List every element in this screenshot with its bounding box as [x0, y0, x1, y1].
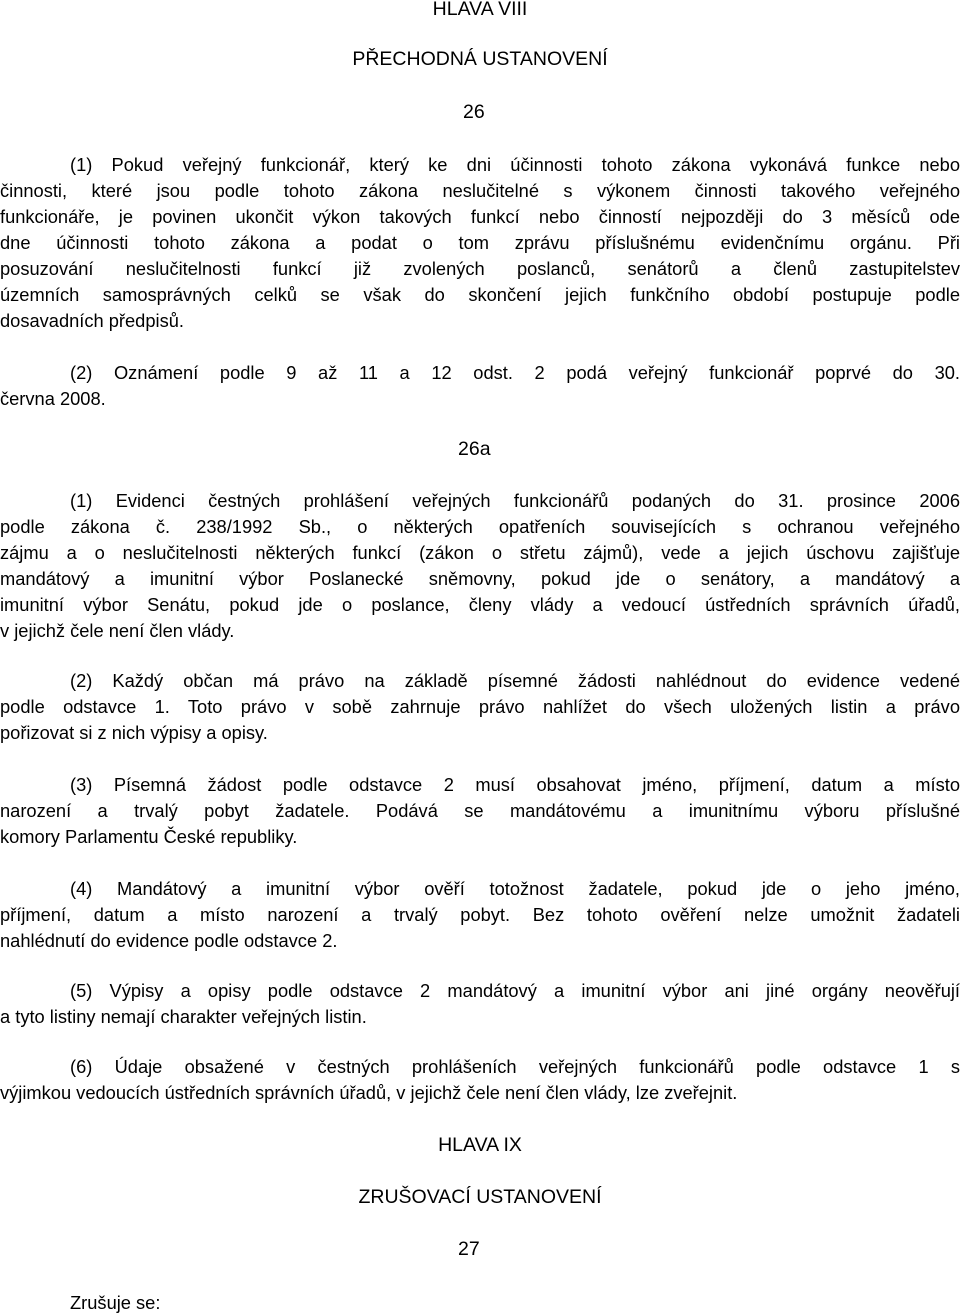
paragraph-line: Zrušuje se:	[70, 1292, 161, 1313]
paragraph-line: mandátový a imunitní výbor Poslanecké sněmovny, pokud jde o senátory, a mandátový a	[0, 568, 960, 589]
paragraph-line: (3) Písemná žádost podle odstavce 2 musí obsahovat jméno, příjmení, datum a místo	[70, 774, 960, 795]
paragraph-line: (4) Mandátový a imunitní výbor ověří totožnost žadatele, pokud jde o jeho jméno,	[70, 878, 960, 899]
paragraph-line: zájmu a o neslučitelnosti některých funkcí (zákon o střetu zájmů), vede a jejich úschovu zajišťuje	[0, 542, 960, 563]
chapter-heading: HLAVA VIII	[432, 0, 528, 20]
chapter-heading: HLAVA IX	[438, 1134, 522, 1156]
paragraph-line: imunitní výbor Senátu, pokud jde o poslance, členy vlády a vedoucí ústředních správních úřadů,	[0, 594, 960, 615]
section-heading	[458, 1236, 480, 1262]
paragraph-line: (2) Oznámení podle 9 až 11 a 12 odst. 2 podá veřejný funkcionář poprvé do 30.	[70, 362, 960, 383]
paragraph-line: výjimkou vedoucích ústředních správních úřadů, v jejichž čele není člen vlády, lze zveřejnit.	[0, 1082, 738, 1103]
section-number: 27	[458, 1238, 480, 1260]
paragraph-line: června 2008.	[0, 388, 106, 409]
section-number: 26a	[458, 438, 491, 460]
paragraph-line: (6) Údaje obsažené v čestných prohlášeních veřejných funkcionářů podle odstavce 1 s	[70, 1056, 960, 1077]
paragraph-line: a tyto listiny nemají charakter veřejných listin.	[0, 1006, 367, 1027]
paragraph-line: (2) Každý občan má právo na základě písemné žádosti nahlédnout do evidence vedené	[70, 670, 960, 691]
paragraph-line: funkcionáře, je povinen ukončit výkon takových funkcí nebo činností nejpozději do 3 měsíců ode	[0, 206, 960, 227]
paragraph-line: komory Parlamentu České republiky.	[0, 826, 298, 847]
paragraph-line: (1) Evidenci čestných prohlášení veřejných funkcionářů podaných do 31. prosince 2006	[70, 490, 960, 511]
paragraph-line: (5) Výpisy a opisy podle odstavce 2 mandátový a imunitní výbor ani jiné orgány neověřují	[70, 980, 960, 1001]
paragraph-line: (1) Pokud veřejný funkcionář, který ke dni účinnosti tohoto zákona vykonává funkce nebo	[70, 154, 960, 175]
paragraph-line: dne účinnosti tohoto zákona a podat o tom zprávu příslušnému evidenčnímu orgánu. Při	[0, 232, 960, 253]
paragraph-line: pořizovat si z nich výpisy a opisy.	[0, 722, 268, 743]
chapter-title: PŘECHODNÁ USTANOVENÍ	[352, 48, 608, 70]
paragraph-line: územních samosprávných celků se však do skončení jejich funkčního období postupuje podle	[0, 284, 960, 305]
section-number: 26	[463, 101, 485, 123]
section-heading	[463, 99, 485, 125]
section-heading	[458, 436, 491, 462]
paragraph-line: podle odstavce 1. Toto právo v sobě zahrnuje právo nahlížet do všech uložených listin a právo	[0, 696, 960, 717]
paragraph-line: podle zákona č. 238/1992 Sb., o některých opatřeních souvisejících s ochranou veřejného	[0, 516, 960, 537]
paragraph-line: posuzování neslučitelnosti funkcí již zvolených poslanců, senátorů a členů zastupitelstev	[0, 258, 960, 279]
paragraph-line: příjmení, datum a místo narození a trvalý pobyt. Bez tohoto ověření nelze umožnit žadateli	[0, 904, 960, 925]
chapter-title: ZRUŠOVACÍ USTANOVENÍ	[358, 1186, 602, 1208]
paragraph-line: činnosti, které jsou podle tohoto zákona neslučitelné s výkonem činnosti takového veřejného	[0, 180, 960, 201]
paragraph-line: dosavadních předpisů.	[0, 310, 184, 331]
paragraph-line: v jejichž čele není člen vlády.	[0, 620, 235, 641]
paragraph-line: narození a trvalý pobyt žadatele. Podává se mandátovému a imunitnímu výboru příslušné	[0, 800, 960, 821]
paragraph-line: nahlédnutí do evidence podle odstavce 2.	[0, 930, 338, 951]
